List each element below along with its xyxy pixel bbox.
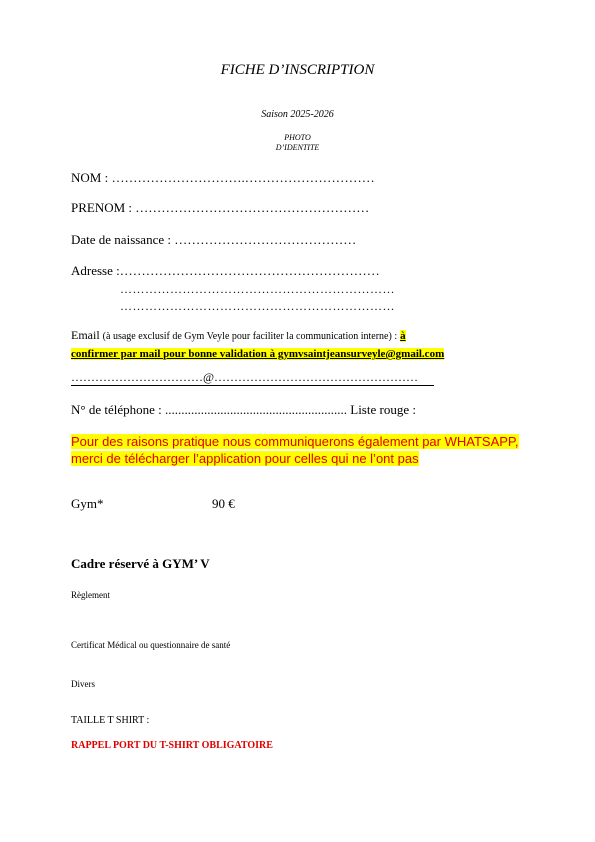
phone-field[interactable]: N° de téléphone : ........................................................ Liste rouge : [71, 402, 416, 417]
whatsapp-line1: Pour des raisons pratique nous communiquerons également par WHATSAPP, [71, 434, 519, 449]
email-note: (à usage exclusif de Gym Veyle pour faciliter la communication interne) : [102, 331, 398, 342]
adresse-field[interactable]: Adresse :…………………………………………………… [71, 263, 380, 278]
season-label: Saison 2025-2026 [261, 109, 334, 120]
photo-label-line1: PHOTO [284, 133, 311, 142]
email-label: Email [71, 328, 100, 342]
cadre-title: Cadre réservé à GYM’ V [71, 556, 210, 571]
taille-tshirt-label: TAILLE T SHIRT : [71, 715, 150, 726]
email-confirm-part1: à [400, 330, 406, 342]
whatsapp-line2: merci de télécharger l’application pour celles qui ne l’ont pas [71, 451, 419, 466]
photo-label-line2: D’IDENTITE [275, 143, 320, 152]
photo-placeholder [0, 133, 595, 153]
whatsapp-notice [71, 433, 531, 467]
adresse-line-3[interactable]: ………………………………………………………… [120, 299, 395, 313]
email-confirm-part2: confirmer par mail pour bonne validation à gymvsaintjeansurveyle@gmail.com [71, 348, 445, 360]
certificat-label: Certificat Médical ou questionnaire de santé [71, 640, 231, 650]
nom-field[interactable]: NOM : ………………………….………………………… [71, 170, 375, 185]
date-naissance-field[interactable]: Date de naissance : …………………………………… [71, 232, 357, 247]
email-instructions [71, 327, 491, 362]
reglement-label: Règlement [71, 590, 110, 600]
page-title: FICHE D’INSCRIPTION [220, 62, 375, 78]
gym-price: 90 € [212, 496, 235, 511]
gym-label: Gym* [71, 496, 104, 511]
adresse-line-2[interactable]: ………………………………………………………… [120, 282, 395, 296]
prenom-field[interactable]: PRENOM : ……………………………………………… [71, 200, 370, 215]
rappel-tshirt-notice: RAPPEL PORT DU T-SHIRT OBLIGATOIRE [71, 740, 273, 751]
email-field[interactable]: ……………………………@…………………………………………… [71, 369, 434, 386]
divers-label: Divers [71, 679, 95, 689]
